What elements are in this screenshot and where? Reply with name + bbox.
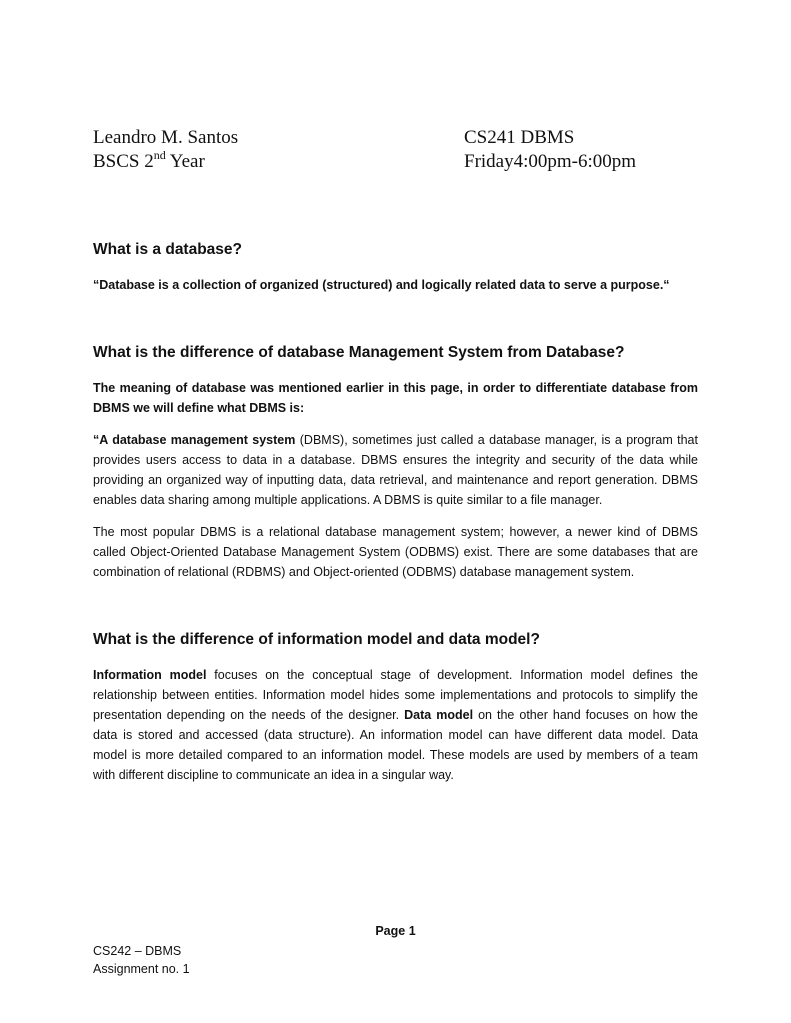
dbms-intro-text: The meaning of database was mentioned earlier in this page, in order to differentiate database from DBMS we will define what DBMS is:: [93, 381, 698, 415]
footer-info: [93, 942, 190, 978]
data-model-text: on the other hand focuses on how the data is stored and accessed (data structure). An information model can have different data model. Data model is more detailed compared to an information model. These models are used by members of a team with different discipline to communicate an idea in a singular way.: [93, 708, 698, 782]
dbms-term: database management system: [112, 433, 296, 447]
question-1-answer: [93, 275, 698, 295]
question-2-intro: [93, 378, 698, 418]
database-definition: “Database is a collection of organized (structured) and logically related data to serve a purpose.“: [93, 278, 670, 292]
footer-course: CS242 – DBMS: [93, 944, 182, 958]
information-model-paragraph: [93, 665, 698, 785]
question-3-heading: What is the difference of information model and data model?: [93, 631, 540, 648]
information-model-term: Information model: [93, 668, 207, 682]
dbms-definition: [93, 430, 698, 510]
document-body: [93, 240, 698, 785]
student-name: Leandro M. Santos: [93, 127, 239, 148]
course-year: [93, 147, 464, 174]
course-year-suffix: Year: [165, 151, 205, 172]
question-2-heading: What is the difference of database Management System from Database?: [93, 344, 625, 361]
subject-code: CS241 DBMS: [464, 127, 575, 148]
dbms-popular: The most popular DBMS is a relational database management system; however, a newer kind of DBMS called Object-Oriented Database Management System (ODBMS) exist. There are some databases that are combination of relational (RDBMS) and Object-oriented (ODBMS) database management system.: [93, 525, 698, 579]
question-1-heading: What is a database?: [93, 241, 243, 258]
document-header: [93, 126, 713, 174]
dbms-quote-open: “A: [93, 433, 113, 447]
class-schedule: Friday4:00pm-6:00pm: [464, 151, 637, 172]
dbms-definition-text: (DBMS), sometimes just called a database manager, is a program that provides users access to data in a database. DBMS ensures the integrity and security of the data while providing an organized way of inputting data, data retrieval, and maintenance and report generation. DBMS enables data sharing among multiple applications. A DBMS is quite similar to a file manager.: [93, 433, 698, 507]
course-year-superscript: nd: [153, 147, 166, 162]
page-number: Page 1: [375, 924, 416, 938]
footer-assignment: Assignment no. 1: [93, 962, 190, 976]
course-year-prefix: BSCS 2: [93, 151, 154, 172]
data-model-term: Data model: [404, 708, 474, 722]
information-model-text: focuses on the conceptual stage of development. Information model defines the relationship between entities. Information model hides some implementations and protocols to simplify the presentation depending on the needs of the designer.: [93, 668, 698, 722]
